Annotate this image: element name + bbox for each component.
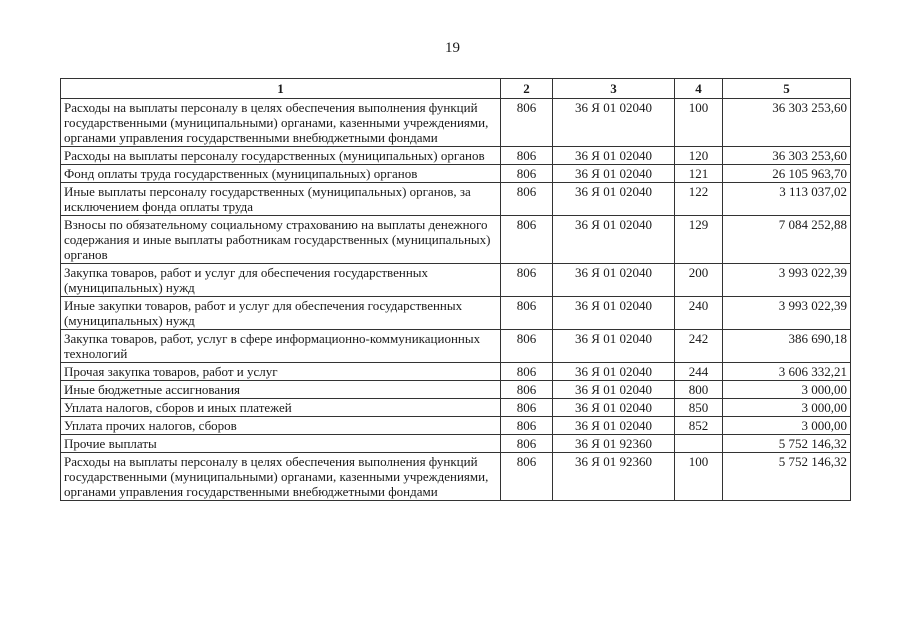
row-vr-cell: 121	[675, 165, 723, 183]
row-gr-cell: 806	[501, 216, 553, 264]
row-name-cell: Расходы на выплаты персоналу в целях обеспечения выполнения функций государственными (муниципальными) органами, казенными учреждениями, органами управления государственными внебюджетными фондами	[61, 453, 501, 501]
row-sum-cell: 3 000,00	[723, 417, 851, 435]
budget-table	[60, 78, 851, 501]
row-name-cell: Прочие выплаты	[61, 435, 501, 453]
row-name-cell: Иные закупки товаров, работ и услуг для обеспечения государственных (муниципальных) нужд	[61, 297, 501, 330]
row-vr-cell: 200	[675, 264, 723, 297]
row-csr-cell: 36 Я 01 02040	[553, 264, 675, 297]
row-name-cell: Закупка товаров, работ и услуг для обеспечения государственных (муниципальных) нужд	[61, 264, 501, 297]
row-csr-cell: 36 Я 01 92360	[553, 453, 675, 501]
row-name-cell: Расходы на выплаты персоналу государственных (муниципальных) органов	[61, 147, 501, 165]
row-gr-cell: 806	[501, 453, 553, 501]
row-gr-cell: 806	[501, 99, 553, 147]
row-name-cell: Уплата прочих налогов, сборов	[61, 417, 501, 435]
row-vr-cell: 120	[675, 147, 723, 165]
row-vr-cell: 242	[675, 330, 723, 363]
row-csr-cell: 36 Я 01 02040	[553, 99, 675, 147]
row-name-cell: Фонд оплаты труда государственных (муниципальных) органов	[61, 165, 501, 183]
row-name-cell: Взносы по обязательному социальному страхованию на выплаты денежного содержания и иные выплаты работникам государственных (муниципальных) органов	[61, 216, 501, 264]
row-gr-cell: 806	[501, 399, 553, 417]
table-row	[61, 435, 851, 453]
table-header-row	[61, 79, 851, 99]
column-header-gr: 2	[501, 79, 553, 99]
column-header-csr: 3	[553, 79, 675, 99]
row-csr-cell: 36 Я 01 02040	[553, 165, 675, 183]
row-sum-cell: 3 993 022,39	[723, 297, 851, 330]
row-sum-cell: 3 113 037,02	[723, 183, 851, 216]
row-gr-cell: 806	[501, 417, 553, 435]
table-row	[61, 99, 851, 147]
row-csr-cell: 36 Я 01 02040	[553, 381, 675, 399]
row-csr-cell: 36 Я 01 02040	[553, 330, 675, 363]
table-row	[61, 381, 851, 399]
row-name-cell: Закупка товаров, работ, услуг в сфере информационно-коммуникационных технологий	[61, 330, 501, 363]
row-vr-cell: 850	[675, 399, 723, 417]
table-row	[61, 330, 851, 363]
row-csr-cell: 36 Я 01 02040	[553, 297, 675, 330]
row-csr-cell: 36 Я 01 92360	[553, 435, 675, 453]
row-name-cell: Прочая закупка товаров, работ и услуг	[61, 363, 501, 381]
row-name-cell: Иные выплаты персоналу государственных (муниципальных) органов, за исключением фонда оплаты труда	[61, 183, 501, 216]
table-row	[61, 165, 851, 183]
row-sum-cell: 5 752 146,32	[723, 435, 851, 453]
row-sum-cell: 3 000,00	[723, 381, 851, 399]
row-gr-cell: 806	[501, 264, 553, 297]
row-csr-cell: 36 Я 01 02040	[553, 147, 675, 165]
row-csr-cell: 36 Я 01 02040	[553, 417, 675, 435]
row-sum-cell: 386 690,18	[723, 330, 851, 363]
table-row	[61, 399, 851, 417]
row-gr-cell: 806	[501, 297, 553, 330]
table-row	[61, 264, 851, 297]
row-name-cell: Уплата налогов, сборов и иных платежей	[61, 399, 501, 417]
row-vr-cell: 129	[675, 216, 723, 264]
row-vr-cell: 100	[675, 453, 723, 501]
table-row	[61, 453, 851, 501]
row-gr-cell: 806	[501, 381, 553, 399]
table-row	[61, 363, 851, 381]
table-row	[61, 297, 851, 330]
table-row	[61, 216, 851, 264]
column-header-sum: 5	[723, 79, 851, 99]
column-header-vr: 4	[675, 79, 723, 99]
page-number: 19	[445, 40, 460, 56]
row-gr-cell: 806	[501, 435, 553, 453]
row-vr-cell: 100	[675, 99, 723, 147]
row-sum-cell: 7 084 252,88	[723, 216, 851, 264]
row-vr-cell: 244	[675, 363, 723, 381]
row-gr-cell: 806	[501, 183, 553, 216]
row-sum-cell: 3 606 332,21	[723, 363, 851, 381]
row-name-cell: Иные бюджетные ассигнования	[61, 381, 501, 399]
row-gr-cell: 806	[501, 165, 553, 183]
row-name-cell: Расходы на выплаты персоналу в целях обеспечения выполнения функций государственными (муниципальными) органами, казенными учреждениями, органами управления государственными внебюджетными фондами	[61, 99, 501, 147]
row-sum-cell: 36 303 253,60	[723, 99, 851, 147]
row-csr-cell: 36 Я 01 02040	[553, 363, 675, 381]
row-gr-cell: 806	[501, 147, 553, 165]
table-row	[61, 183, 851, 216]
row-vr-cell: 122	[675, 183, 723, 216]
row-gr-cell: 806	[501, 330, 553, 363]
row-vr-cell: 800	[675, 381, 723, 399]
column-header-name: 1	[61, 79, 501, 99]
row-vr-cell: 240	[675, 297, 723, 330]
table-row	[61, 417, 851, 435]
row-csr-cell: 36 Я 01 02040	[553, 216, 675, 264]
row-sum-cell: 3 000,00	[723, 399, 851, 417]
row-vr-cell: 852	[675, 417, 723, 435]
row-csr-cell: 36 Я 01 02040	[553, 399, 675, 417]
table-row	[61, 147, 851, 165]
row-sum-cell: 36 303 253,60	[723, 147, 851, 165]
row-sum-cell: 3 993 022,39	[723, 264, 851, 297]
row-sum-cell: 26 105 963,70	[723, 165, 851, 183]
row-csr-cell: 36 Я 01 02040	[553, 183, 675, 216]
row-gr-cell: 806	[501, 363, 553, 381]
row-vr-cell	[675, 435, 723, 453]
row-sum-cell: 5 752 146,32	[723, 453, 851, 501]
